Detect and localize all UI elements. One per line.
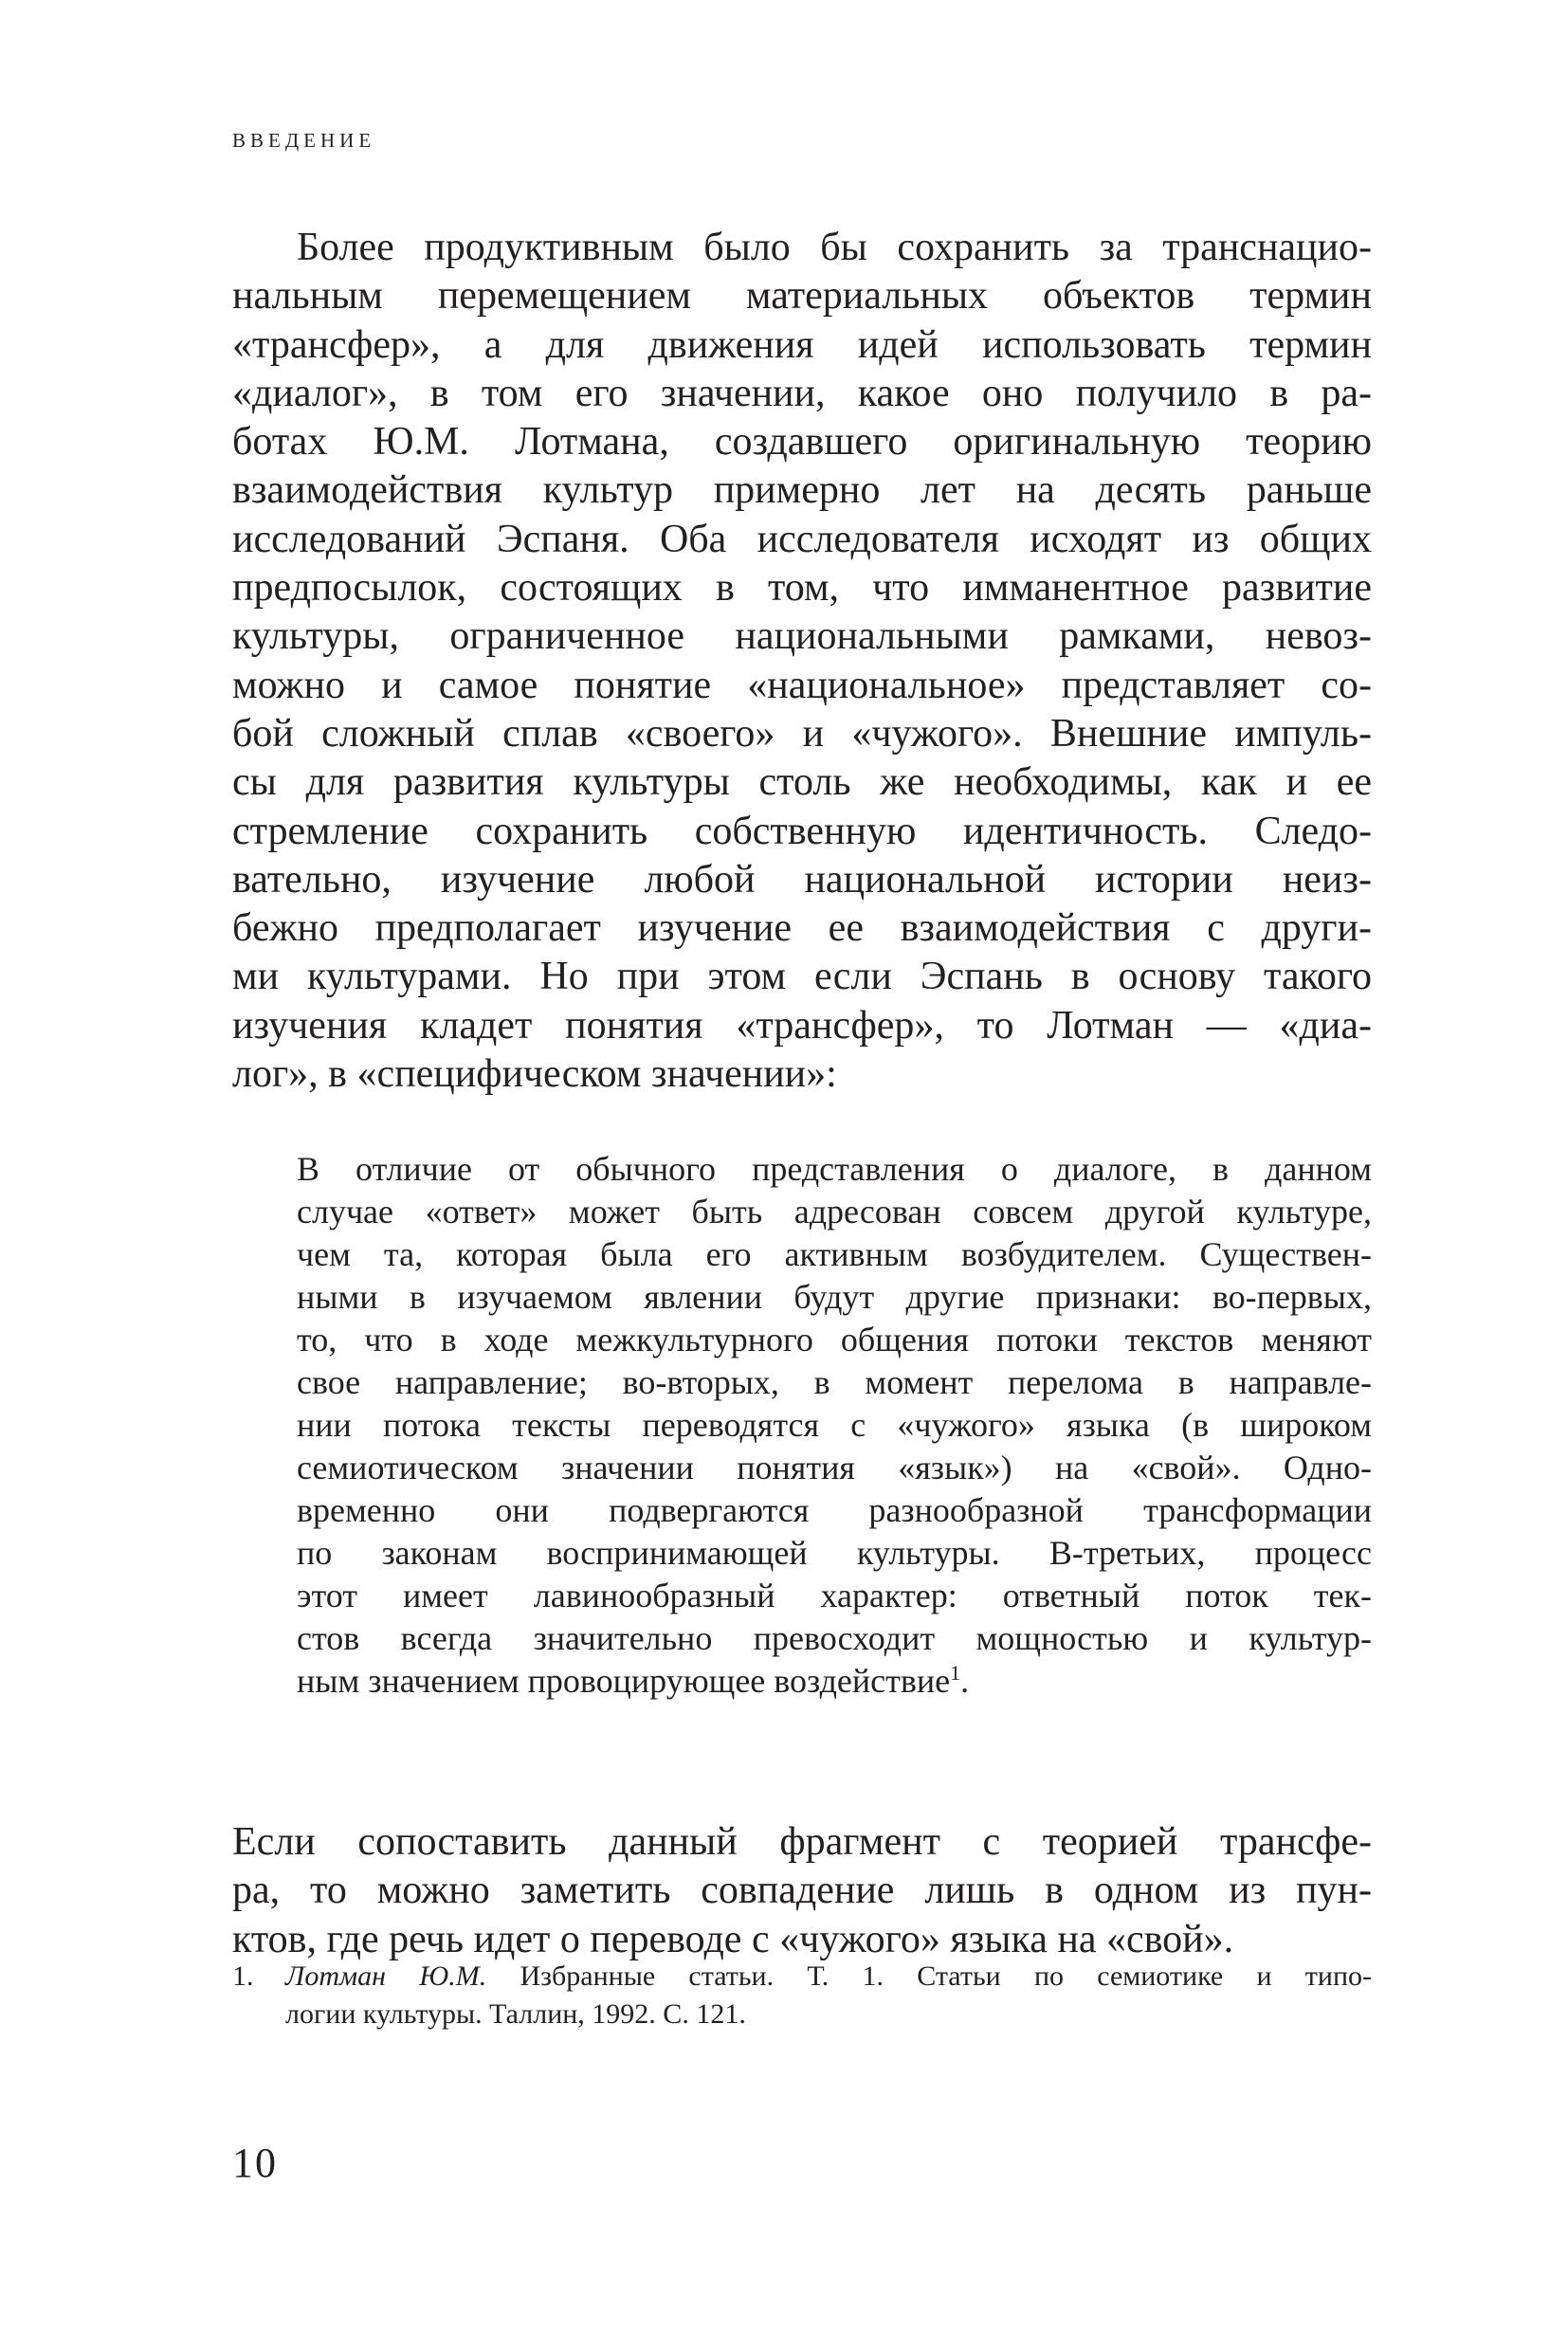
- text-line: «диалог», в том его значении, какое оно получило в ра-: [232, 371, 1372, 415]
- quote-line: свое направление; во-вторых, в момент перелома в направле-: [297, 1363, 1372, 1401]
- quote-line: временно они подвергаются разнообразной трансформации: [297, 1491, 1372, 1529]
- text-line: нальным перемещением материальных объектов термин: [232, 274, 1372, 319]
- text-line: Более продуктивным было бы сохранить за транснацио-: [297, 226, 1372, 269]
- text-line: ра, то можно заметить совпадение лишь в одном из пун-: [232, 1869, 1372, 1913]
- text-line: можно и самое понятие «национальное» представляет со-: [232, 663, 1372, 707]
- footnote-line-rest: Избранные статьи. Т. 1. Статьи по семиотике и типо-: [486, 1960, 1373, 1992]
- quote-line: чем та, которая была его активным возбудителем. Существен-: [297, 1235, 1372, 1273]
- page-number: 10: [232, 2140, 278, 2186]
- text-line: сы для развития культуры столь же необходимы, как и ее: [232, 760, 1372, 805]
- quote-line: стов всегда значительно превосходит мощностью и культур-: [297, 1619, 1372, 1657]
- text-line: стремление сохранить собственную идентичность. Следо-: [232, 809, 1372, 853]
- text-line: ктов, где речь идет о переводе с «чужого» языка на «свой».: [232, 1917, 1234, 1961]
- text-line: исследований Эспаня. Оба исследователя исходят из общих: [232, 517, 1372, 561]
- text-line: Если сопоставить данный фрагмент с теорией трансфе-: [232, 1820, 1372, 1864]
- quote-line-text: ным значением провоцирующее воздействие: [297, 1662, 951, 1700]
- quote-line: нии потока тексты переводятся с «чужого» языка (в широком: [297, 1406, 1372, 1444]
- footnote-number: 1.: [232, 1960, 254, 1992]
- footnote-body: [285, 1958, 1372, 2033]
- text-line: культуры, ограниченное национальными рамками, невоз-: [232, 614, 1372, 659]
- quote-line: то, что в ходе межкультурного общения потоки текстов меняют: [297, 1321, 1372, 1358]
- quote-line: семиотическом значении понятия «язык») на «свой». Одно-: [297, 1449, 1372, 1486]
- text-line: изучения кладет понятия «трансфер», то Лотман — «диа-: [232, 1003, 1372, 1048]
- text-line: взаимодействия культур примерно лет на десять раньше: [232, 468, 1372, 513]
- text-line: бой сложный сплав «своего» и «чужого». Внешние импуль-: [232, 711, 1372, 756]
- quote-line: В отличие от обычного представления о диалоге, в данном: [297, 1150, 1372, 1188]
- text-line: вательно, изучение любой национальной истории неиз-: [232, 857, 1372, 902]
- text-line: лог», в «специфическом значении»:: [232, 1052, 837, 1097]
- footnote-author: Лотман Ю.М.: [285, 1960, 487, 1992]
- quote-line: этот имеет лавинообразный характер: ответный поток тек-: [297, 1577, 1372, 1614]
- text-line: предпосылок, состоящих в том, что имманентное развитие: [232, 566, 1372, 611]
- text-line: ми культурами. Но при этом если Эспань в основу такого: [232, 955, 1372, 999]
- quote-line: [297, 1660, 1372, 1703]
- paragraph-2: [232, 1818, 1372, 1964]
- running-head: ВВЕДЕНИЕ: [232, 129, 376, 152]
- text-line: бежно предполагает изучение ее взаимодействия с други-: [232, 906, 1372, 951]
- quote-end-punctuation: .: [960, 1662, 970, 1700]
- footnote-reference[interactable]: 1: [950, 1661, 961, 1685]
- text-line: «трансфер», а для движения идей использовать термин: [232, 322, 1372, 367]
- quote-line: ными в изучаемом явлении будут другие признаки: во-первых,: [297, 1278, 1372, 1316]
- paragraph-1: [232, 224, 1372, 1099]
- text-line: ботах Ю.М. Лотмана, создавшего оригинальную теорию: [232, 420, 1372, 465]
- footnote-line: логии культуры. Таллин, 1992. С. 121.: [285, 1998, 746, 2030]
- footnote: [232, 1958, 1372, 2033]
- quote-line: случае «ответ» может быть адресован совсем другой культуре,: [297, 1193, 1372, 1231]
- footnote-line: [285, 1958, 1372, 1996]
- block-quote: [297, 1148, 1372, 1703]
- quote-line: по законам воспринимающей культуры. В-третьих, процесс: [297, 1534, 1372, 1572]
